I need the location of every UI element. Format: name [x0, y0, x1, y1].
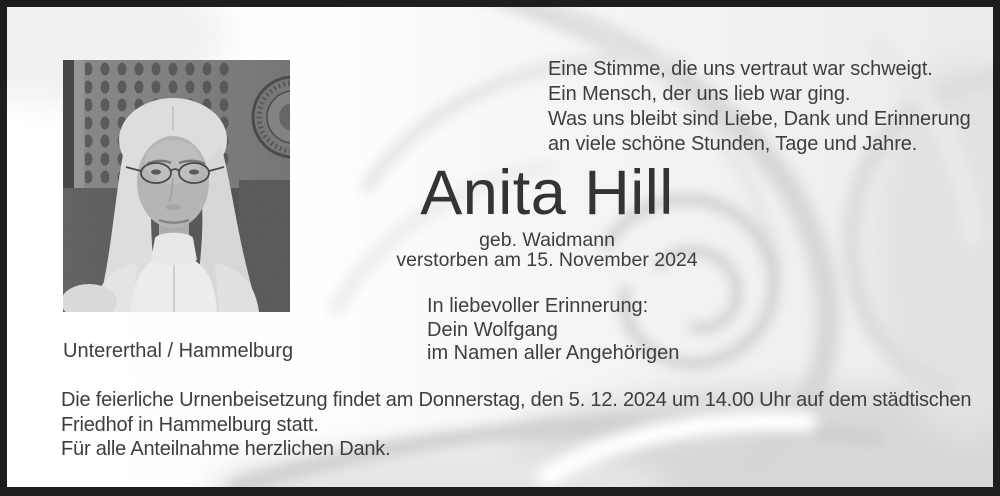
verse-line: Ein Mensch, der uns lieb war ging. [548, 83, 851, 105]
portrait-photo-image [63, 60, 290, 312]
portrait-photo [63, 60, 290, 312]
funeral-info-line: Für alle Anteilnahme herzlichen Dank. [61, 438, 391, 460]
verse-line: Eine Stimme, die uns vertraut war schweigt. [548, 58, 933, 80]
remembrance-line: In liebevoller Erinnerung: [427, 295, 649, 317]
maiden-name-line: geb. Waidmann [479, 229, 615, 251]
death-date-line: verstorben am 15. November 2024 [396, 249, 698, 271]
verse-line: Was uns bleibt sind Liebe, Dank und Erinnerung [548, 108, 971, 130]
memorial-verse [548, 57, 971, 157]
verse-line: an viele schöne Stunden, Tage und Jahre. [548, 133, 918, 155]
residence-line: Untererthal / Hammelburg [63, 340, 294, 362]
obituary-card [7, 7, 993, 487]
remembrance-line: im Namen aller Angehörigen [427, 342, 680, 364]
deceased-name: Anita Hill [420, 158, 674, 228]
funeral-info-line: Die feierliche Urnenbeisetzung findet am Donnerstag, den 5. 12. 2024 um 14.00 Uhr auf dem städtischen [61, 389, 972, 411]
remembrance-line: Dein Wolfgang [427, 318, 558, 341]
remembrance-block [427, 295, 679, 366]
funeral-info-block [61, 388, 971, 462]
funeral-info-line: Friedhof in Hammelburg statt. [61, 413, 319, 436]
